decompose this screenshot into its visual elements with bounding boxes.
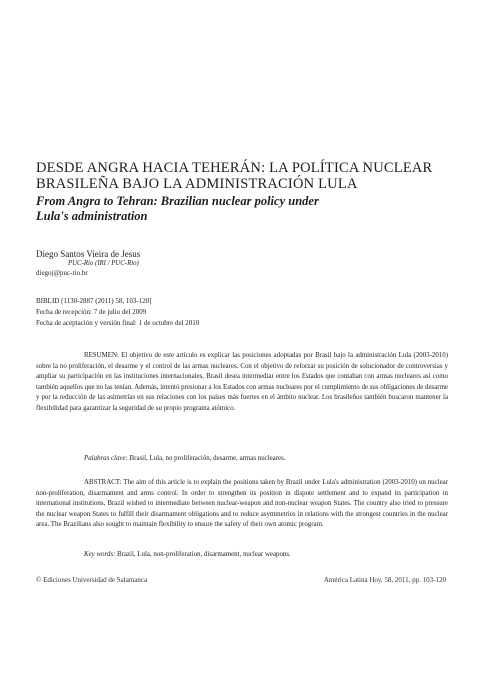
article-title: DESDE ANGRA HACIA TEHERÁN: LA POLÍTICA NUCLEAR BRASILEÑA BAJO LA ADMINISTRACIÓN LULA: [36, 160, 433, 192]
abstract-paragraph: [36, 478, 448, 531]
english-title-line-1: From Angra to Tehran: Brazilian nuclear policy under: [36, 194, 319, 208]
author-affiliation: PUC-Rio (IRI / PUC-Rio): [68, 260, 139, 267]
resumen-label: RESUMEN:: [84, 352, 119, 359]
key-words-label: Key words:: [84, 551, 116, 558]
accepted-date: Fecha de aceptación y versión final: 1 de octubre del 2010: [36, 319, 200, 327]
key-words-text: Brazil, Lula, non-proliferation, disarmament, nuclear weapons.: [115, 551, 291, 558]
bibliographic-info: [36, 296, 456, 329]
author-name: Diego Santos Vieira de Jesus: [36, 249, 141, 259]
key-words: [36, 550, 448, 561]
palabras-clave-label: Palabras clave:: [84, 455, 128, 462]
palabras-clave: [36, 454, 448, 465]
english-title-line-2: Lula's administration: [36, 209, 148, 223]
footer-citation: América Latina Hoy, 58, 2011, pp. 103-120: [323, 576, 446, 584]
footer-copyright: © Ediciones Universidad de Salamanca: [36, 576, 148, 584]
article-english-title: [36, 194, 456, 224]
abstract-text: The aim of this article is to explain the positions taken by Brazil under Lula's administration (2003-2010) on nuclear non-proliferation, disarmament and arms control. In order to strengthen its position in dispute settlement and to expand its participation in international institutions, Brazil wished to intermediate between nuclear-weapon and non-nuclear weapon States. The country also tried to pressure the nuclear weapon States to fulfill their disarmament obligations and to reduce asymmetries in relations with the strongest countries in the nuclear area. The Brazilians also sought to maintain flexibility to ensure the safety of their own atomic program.: [36, 479, 448, 529]
biblid-line: BIBLID [1130-2887 (2011) 58, 103-120]: [36, 297, 152, 305]
palabras-clave-text: Brasil, Lula, no proliferación, desarme, armas nucleares.: [127, 455, 286, 462]
resumen-text: El objetivo de este artículo es explicar las posiciones adoptadas por Brasil bajo la administración Lula (2003-2010) sobre la no proliferación, el desarme y el control de las armas nucleares. Con el objetivo de reforzar su posición de solucionador de controversias y ampliar su participación en las instituciones internacionales, Brasil desea intermediar entre los Estados que contaban con armas nucleares así como también aquellos que no las tenían. Además, intentó presionar a los Estados con armas nucleares por el cumplimiento de sus obligaciones de desarme y por la reducción de las asimetrías en sus relaciones con los países más fuertes en el ámbito nuclear. Los brasileños también buscaron mantener la flexibilidad para garantizar la seguridad de su propio programa atómico.: [36, 352, 448, 412]
received-date: Fecha de recepción: 7 de julio del 2009: [36, 308, 147, 316]
abstract-label: ABSTRACT:: [84, 479, 122, 486]
resumen-paragraph: [36, 351, 448, 415]
author-email: diegoj@puc-rio.br: [36, 269, 88, 277]
